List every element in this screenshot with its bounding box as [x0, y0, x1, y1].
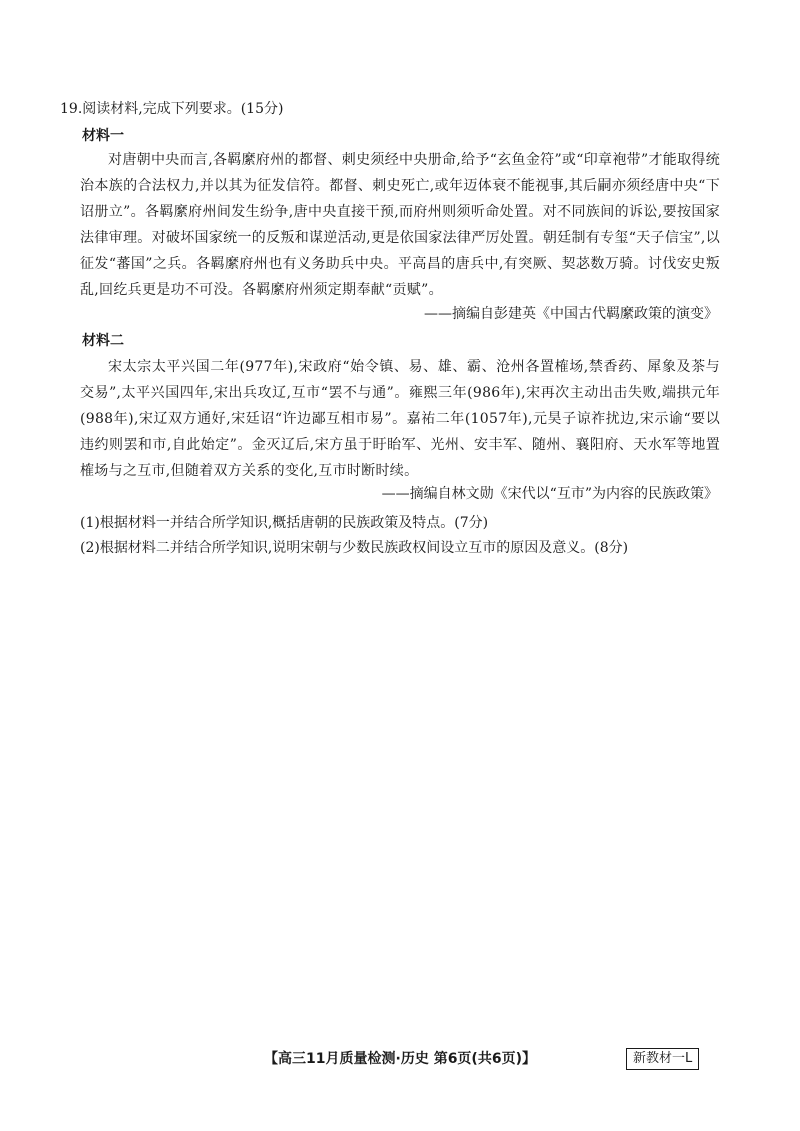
material1-source: ——摘编自彭建英《中国古代羁縻政策的演变》	[424, 306, 718, 322]
material2-body: 宋太宗太平兴国二年(977年),宋政府“始令镇、易、雄、霸、沧州各置榷场,禁香药、犀象及茶与交易”,太平兴国四年,宋出兵攻辽,互市“罢不与通”。雍熙三年(986年),宋再次主动出击失败,端拱元年(988年),宋辽双方通好,宋廷诏“许边鄙互相市易”。嘉祐二年(1057年),元昊子谅祚扰边,宋示谕“要以违约则罢和市,自此始定”。金灭辽后,宋方虽于盱眙军、光州、安丰军、随州、襄阳府、天水军等地置榷场与之互市,但随着双方关系的变化,互市时断时续。	[80, 359, 720, 479]
task-1: (1)根据材料一并结合所学知识,概括唐朝的民族政策及特点。(7分)	[80, 515, 489, 531]
footer-title: 【高三11月质量检测·历史 第6页(共6页)】	[264, 1051, 536, 1067]
material1-label: 材料一	[82, 128, 124, 144]
question-header: 19.阅读材料,完成下列要求。(15分)	[60, 101, 284, 117]
material2-label: 材料二	[82, 333, 124, 349]
material1-body: 对唐朝中央而言,各羁縻府州的都督、刺史须经中央册命,给予“玄鱼金符”或“印章袍带”才能取得统治本族的合法权力,并以其为征发信符。都督、刺史死亡,或年迈体衰不能视事,其后嗣亦须经唐中央“下诏册立”。各羁縻府州间发生纷争,唐中央直接干预,而府州则须听命处置。对不同族间的诉讼,要按国家法律审理。对破坏国家统一的反叛和谋逆活动,更是依国家法律严厉处置。朝廷制有专玺“天子信宝”,以征发“蕃国”之兵。各羁縻府州也有义务助兵中央。平高昌的唐兵中,有突厥、契苾数万骑。讨伐安史叛乱,回纥兵更是功不可没。各羁縻府州须定期奉献“贡赋”。	[80, 152, 720, 298]
page-footer	[0, 1048, 800, 1072]
task-2: (2)根据材料二并结合所学知识,说明宋朝与少数民族政权间设立互市的原因及意义。(8分)	[80, 540, 629, 556]
material2-source: ——摘编自林文勋《宋代以“互市”为内容的民族政策》	[381, 486, 718, 502]
edition-badge: 新教材一L	[626, 1048, 699, 1070]
